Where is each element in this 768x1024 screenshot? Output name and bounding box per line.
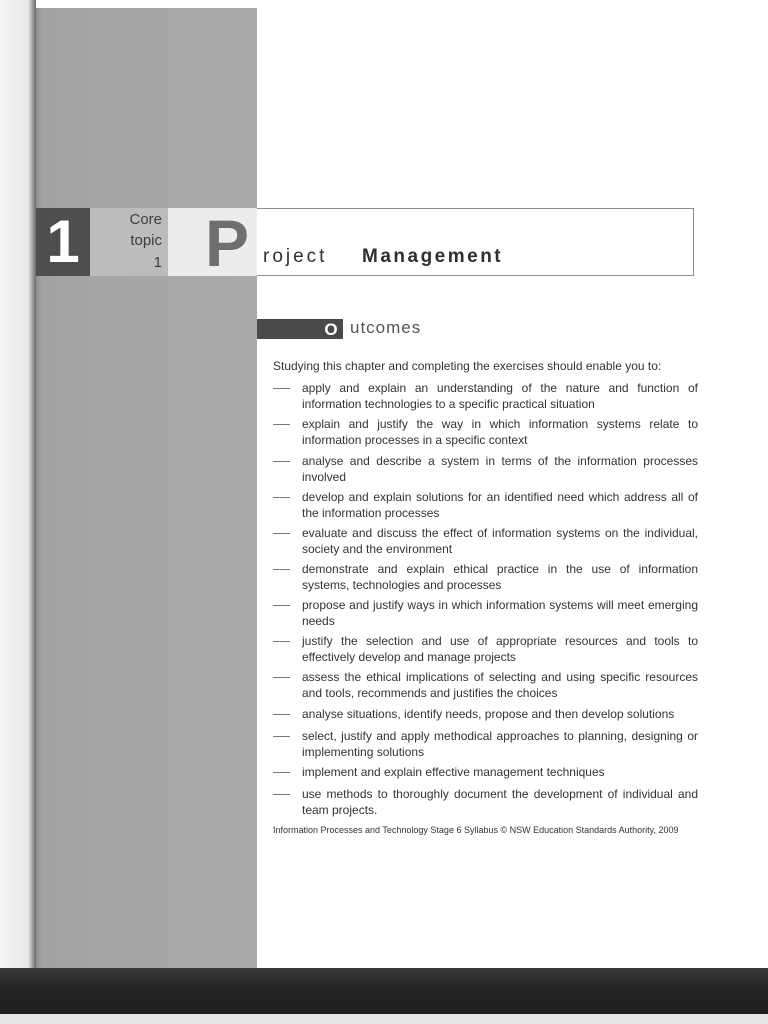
outcome-item	[273, 633, 698, 665]
outcome-item	[273, 597, 698, 629]
outcome-item	[273, 764, 698, 780]
topic-label: topic	[130, 232, 162, 249]
page-binding-edge	[0, 0, 36, 1024]
outcome-text: explain and justify the way in which information systems relate to information processes in a specific context	[302, 417, 698, 447]
list-dash	[273, 533, 290, 534]
outcome-text: analyse and describe a system in terms of the information processes involved	[302, 454, 698, 484]
list-dash	[273, 569, 290, 570]
title-initial-letter: P	[204, 206, 249, 280]
outcomes-heading-initial: O	[319, 319, 343, 339]
outcome-text: use methods to thoroughly document the development of individual and team projects.	[302, 787, 698, 817]
list-dash	[273, 677, 290, 678]
list-dash	[273, 772, 290, 773]
topic-number: 1	[153, 254, 162, 271]
gray-margin-column	[36, 8, 257, 970]
outcome-item	[273, 706, 698, 722]
chapter-number: 1	[36, 208, 90, 276]
outcome-text: assess the ethical implications of selecting and using specific resources and tools, recommends and justifies the choices	[302, 670, 698, 700]
list-dash	[273, 497, 290, 498]
list-dash	[273, 605, 290, 606]
scan-bottom-edge	[0, 1014, 768, 1024]
outcome-text: implement and explain effective management techniques	[302, 765, 605, 779]
outcome-text: select, justify and apply methodical approaches to planning, designing or implementing solutions	[302, 729, 698, 759]
outcome-item	[273, 416, 698, 448]
outcome-text: demonstrate and explain ethical practice in the use of information systems, technologies and processes	[302, 562, 698, 592]
core-topic-label	[90, 208, 168, 276]
chapter-title-frame	[257, 208, 694, 276]
outcomes-intro: Studying this chapter and completing the exercises should enable you to:	[273, 359, 662, 373]
outcome-item	[273, 525, 698, 557]
source-citation: Information Processes and Technology Stage 6 Syllabus © NSW Education Standards Authority, 2009	[273, 825, 679, 835]
outcome-item	[273, 380, 698, 412]
outcomes-heading-bar	[257, 319, 319, 339]
list-dash	[273, 714, 290, 715]
core-label: Core	[129, 211, 162, 228]
outcome-item	[273, 561, 698, 593]
outcome-item	[273, 786, 698, 818]
outcome-item	[273, 489, 698, 521]
list-dash	[273, 641, 290, 642]
outcome-text: develop and explain solutions for an identified need which address all of the information processes	[302, 490, 698, 520]
list-dash	[273, 461, 290, 462]
outcome-item	[273, 728, 698, 760]
title-initial-block	[168, 206, 257, 280]
chapter-title-part1: roject	[263, 246, 328, 267]
outcome-text: propose and justify ways in which information systems will meet emerging needs	[302, 598, 698, 628]
outcomes-heading-rest: utcomes	[350, 318, 422, 337]
list-dash	[273, 388, 290, 389]
outcome-text: justify the selection and use of appropriate resources and tools to effectively develop and manage projects	[302, 634, 698, 664]
list-dash	[273, 736, 290, 737]
list-dash	[273, 424, 290, 425]
outcome-text: evaluate and discuss the effect of information systems on the individual, society and the environment	[302, 526, 698, 556]
outcome-item	[273, 453, 698, 485]
list-dash	[273, 794, 290, 795]
outcome-item	[273, 669, 698, 701]
chapter-title-part2: Management	[362, 246, 504, 267]
outcome-text: apply and explain an understanding of the nature and function of information technologies to a specific practical situation	[302, 381, 698, 411]
outcome-text: analyse situations, identify needs, propose and then develop solutions	[302, 707, 675, 721]
